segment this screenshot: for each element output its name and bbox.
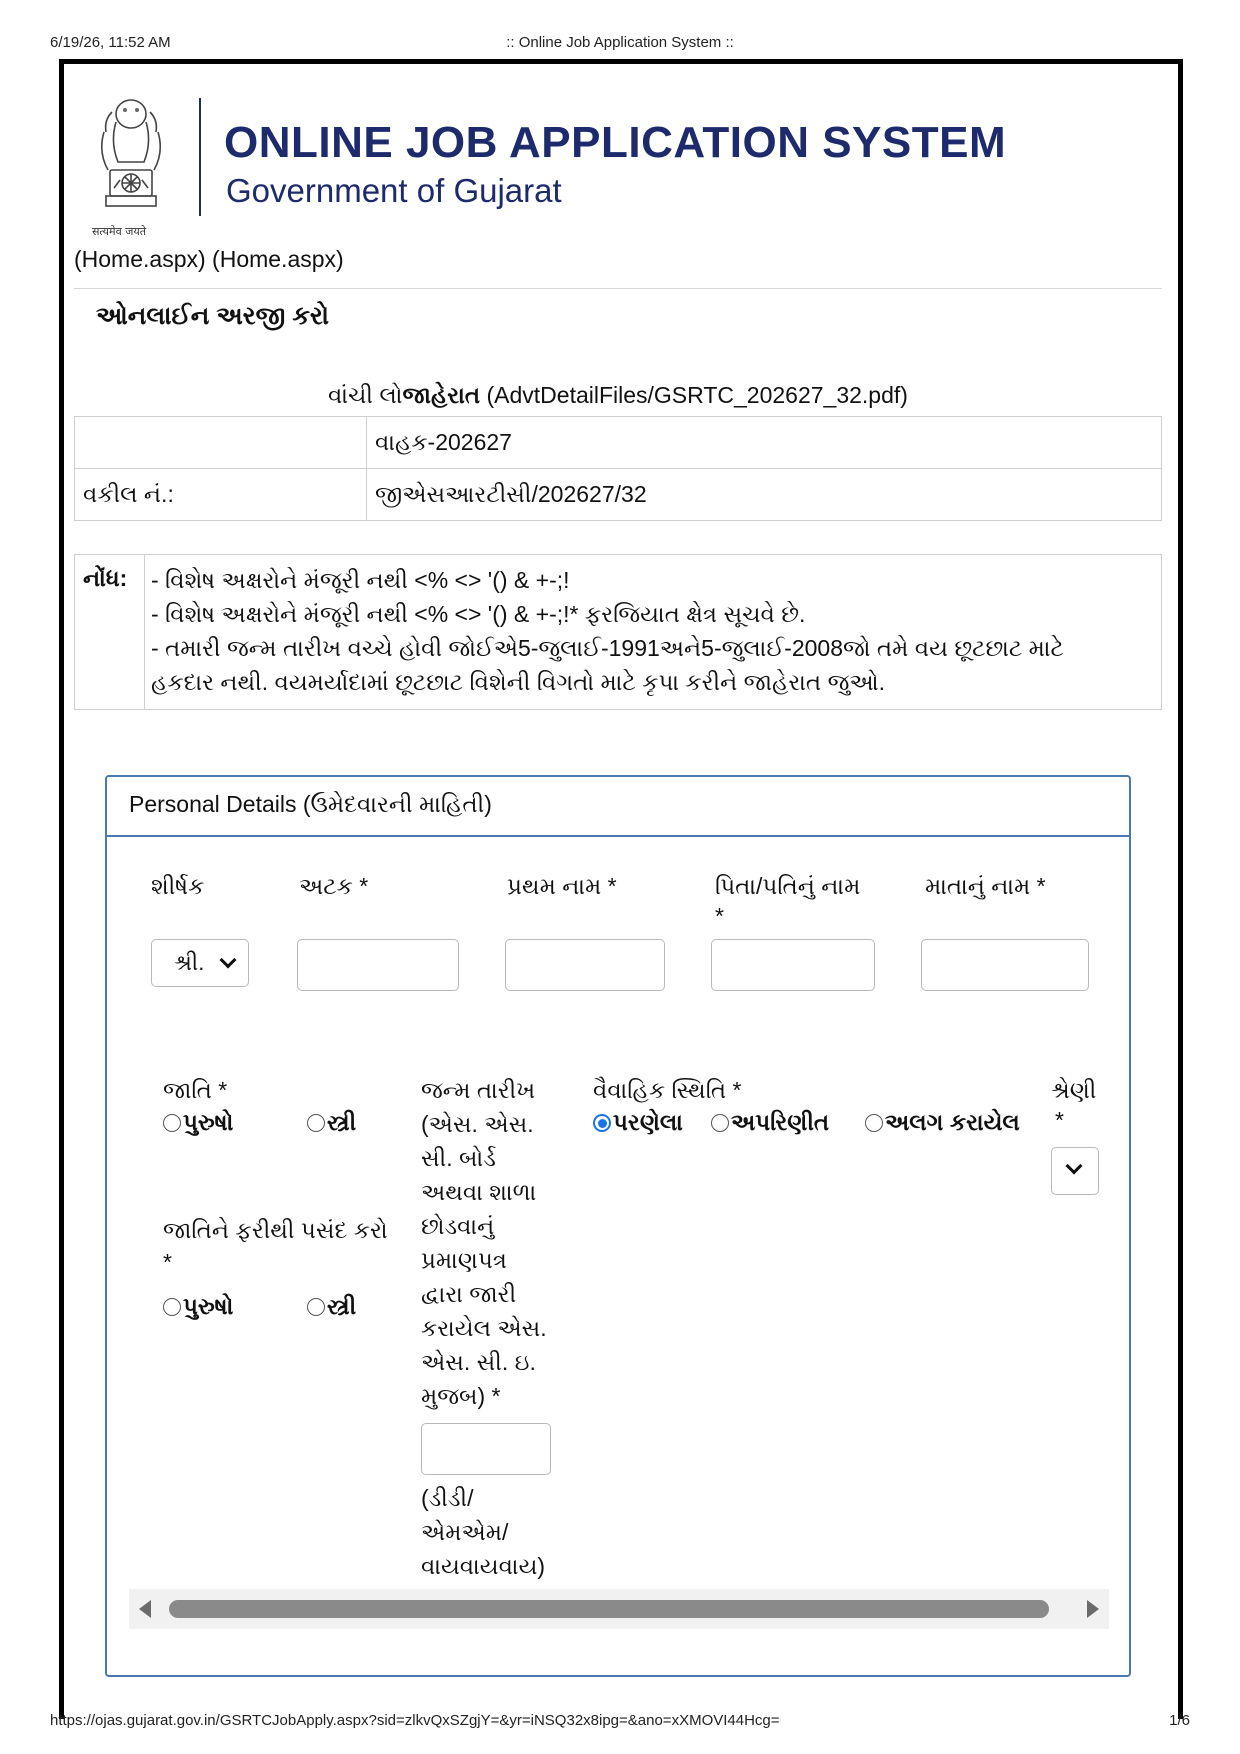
- table-cell-label: [75, 417, 367, 469]
- gender-reselect-female-radio[interactable]: [307, 1293, 356, 1320]
- dob-label-line: અથવા શાળા: [421, 1179, 537, 1205]
- home-links: [74, 246, 344, 273]
- mother-name-input[interactable]: [921, 939, 1089, 991]
- gender-male-radio[interactable]: [163, 1109, 233, 1136]
- note-line: - વિશેષ અક્ષરોને મંજૂરી નથી <% <> '() & +-;!: [151, 567, 570, 593]
- table-row: [75, 469, 1162, 521]
- national-emblem-icon: [90, 84, 172, 240]
- title-label: શીર્ષક: [151, 873, 205, 899]
- dob-format-line: એમએમ/: [421, 1519, 509, 1545]
- dob-label-line: છોડવાનું: [421, 1213, 495, 1239]
- first-name-label: પ્રથમ નામ *: [507, 873, 617, 899]
- emblem-caption: सत्यमेव जयते: [92, 225, 147, 238]
- notes-box: [74, 554, 1162, 710]
- radio-button-checked-icon: [593, 1114, 611, 1132]
- header-divider: [74, 288, 1162, 289]
- dob-format-line: વાયવાયવાય): [421, 1553, 546, 1579]
- note-line: હકદાર નથી. વયમર્યાદામાં છૂટછાટ વિશેની વિગતો માટે કૃપા કરીને જાહેરાત જુઓ.: [151, 669, 885, 695]
- title-select[interactable]: [151, 939, 249, 987]
- dob-label-line: સી. બોર્ડ: [421, 1145, 496, 1171]
- radio-button-icon: [307, 1114, 325, 1132]
- banner-divider: [199, 98, 201, 216]
- dob-label: [421, 1073, 561, 1413]
- mother-name-label: માતાનું નામ *: [925, 873, 1046, 899]
- surname-input[interactable]: [297, 939, 459, 991]
- print-date: 6/19/26, 11:52 AM: [50, 34, 171, 51]
- gender-reselect-male-radio[interactable]: [163, 1293, 233, 1320]
- table-cell-value: જીએસઆરટીસી/202627/32: [367, 469, 1162, 521]
- print-header: [0, 30, 1240, 54]
- dob-label-line: જન્મ તારીખ: [421, 1077, 536, 1103]
- note-line: - તમારી જન્મ તારીખ વચ્ચે હોવી જોઈએ5-જુલાઈ-1991અને5-જુલાઈ-2008જો તમે વય છૂટછાટ માટે: [151, 635, 1064, 661]
- page-title: ઓનલાઈન અરજી કરો: [96, 302, 330, 330]
- gender-reselect-female-label: સ્ત્રી: [327, 1293, 357, 1319]
- radio-button-icon: [865, 1114, 883, 1132]
- father-name-required: *: [715, 903, 724, 929]
- gender-label: જાતિ *: [163, 1077, 228, 1103]
- notes-label: નોંધ:: [75, 555, 145, 709]
- marital-divorced-label: અલગ કરાયેલ: [885, 1109, 1020, 1135]
- dob-label-line: પ્રમાણપત્ર: [421, 1247, 507, 1273]
- dob-label-line: દ્વારા જારી: [421, 1281, 517, 1307]
- category-required: *: [1055, 1107, 1064, 1133]
- system-subtitle: Government of Gujarat: [226, 172, 562, 209]
- system-title: ONLINE JOB APPLICATION SYSTEM: [224, 118, 1007, 167]
- advertisement-table: [74, 416, 1162, 521]
- marital-unmarried-label: અપરિણીત: [731, 1109, 830, 1135]
- gender-reselect-required: *: [163, 1249, 172, 1275]
- category-select[interactable]: [1051, 1147, 1099, 1195]
- table-row: [75, 417, 1162, 469]
- marital-married-radio[interactable]: [593, 1109, 683, 1136]
- chevron-down-icon: [1066, 1158, 1083, 1175]
- site-banner: [84, 84, 1007, 244]
- home-link-2[interactable]: (Home.aspx): [212, 246, 344, 272]
- horizontal-scrollbar[interactable]: [129, 1589, 1109, 1629]
- father-name-label: પિતા/પતિનું નામ: [715, 873, 861, 899]
- surname-label: અટક *: [299, 873, 369, 899]
- marital-divorced-radio[interactable]: [865, 1109, 1020, 1136]
- first-name-input[interactable]: [505, 939, 665, 991]
- panel-title: Personal Details (ઉમેદવારની માહિતી): [107, 777, 1129, 837]
- gender-female-radio[interactable]: [307, 1109, 356, 1136]
- note-line: - વિશેષ અક્ષરોને મંજૂરી નથી <% <> '() & +-;!* ફરજિયાત ક્ષેત્ર સૂચવે છે.: [151, 601, 806, 627]
- gender-female-label: સ્ત્રી: [327, 1109, 357, 1135]
- notes-body: [145, 555, 1072, 709]
- advertisement-file[interactable]: (AdvtDetailFiles/GSRTC_202627_32.pdf): [486, 382, 908, 408]
- dob-format-line: (ડીડી/: [421, 1485, 474, 1511]
- radio-button-icon: [163, 1114, 181, 1132]
- dob-label-line: કરાયેલ એસ.: [421, 1315, 547, 1341]
- personal-details-panel: [105, 775, 1131, 1677]
- marital-status-label: વૈવાહિક સ્થિતિ *: [593, 1077, 742, 1103]
- father-name-input[interactable]: [711, 939, 875, 991]
- dob-label-line: મુજબ) *: [421, 1383, 501, 1409]
- home-link-1[interactable]: (Home.aspx): [74, 246, 206, 272]
- table-cell-value: વાહક-202627: [367, 417, 1162, 469]
- gender-male-label: પુરુષો: [183, 1109, 234, 1135]
- table-cell-label: વકીલ નં.:: [75, 469, 367, 521]
- marital-unmarried-radio[interactable]: [711, 1109, 829, 1136]
- scrollbar-thumb[interactable]: [169, 1600, 1049, 1618]
- print-footer: [0, 1712, 1240, 1736]
- print-page-number: 1/6: [1169, 1712, 1190, 1729]
- marital-married-label: પરણેલા: [613, 1109, 683, 1135]
- chevron-down-icon: [220, 952, 237, 969]
- print-url: https://ojas.gujarat.gov.in/GSRTCJobApply.aspx?sid=zlkvQxSZgjY=&yr=iNSQ32x8ipg=&ano=xXMOVI44Hcg=: [50, 1712, 780, 1729]
- scroll-right-icon[interactable]: [1087, 1600, 1099, 1618]
- gender-reselect-male-label: પુરુષો: [183, 1293, 234, 1319]
- category-label: શ્રેણી: [1051, 1077, 1097, 1103]
- print-title: :: Online Job Application System ::: [506, 34, 734, 51]
- radio-button-icon: [163, 1298, 181, 1316]
- read-advertisement: [74, 382, 1162, 409]
- scroll-left-icon[interactable]: [139, 1600, 151, 1618]
- dob-label-line: (એસ. એસ.: [421, 1111, 534, 1137]
- radio-button-icon: [307, 1298, 325, 1316]
- dob-format-hint: [421, 1481, 571, 1583]
- advertisement-link[interactable]: જાહેરાત: [402, 382, 481, 408]
- dob-label-line: એસ. સી. ઇ.: [421, 1349, 536, 1375]
- dob-input[interactable]: [421, 1423, 551, 1475]
- read-prefix: વાંચી લો: [328, 382, 403, 408]
- radio-button-icon: [711, 1114, 729, 1132]
- gender-reselect-label: જાતિને ફરીથી પસંદ કરો: [163, 1217, 388, 1243]
- title-selected-value: શ્રી.: [174, 950, 205, 975]
